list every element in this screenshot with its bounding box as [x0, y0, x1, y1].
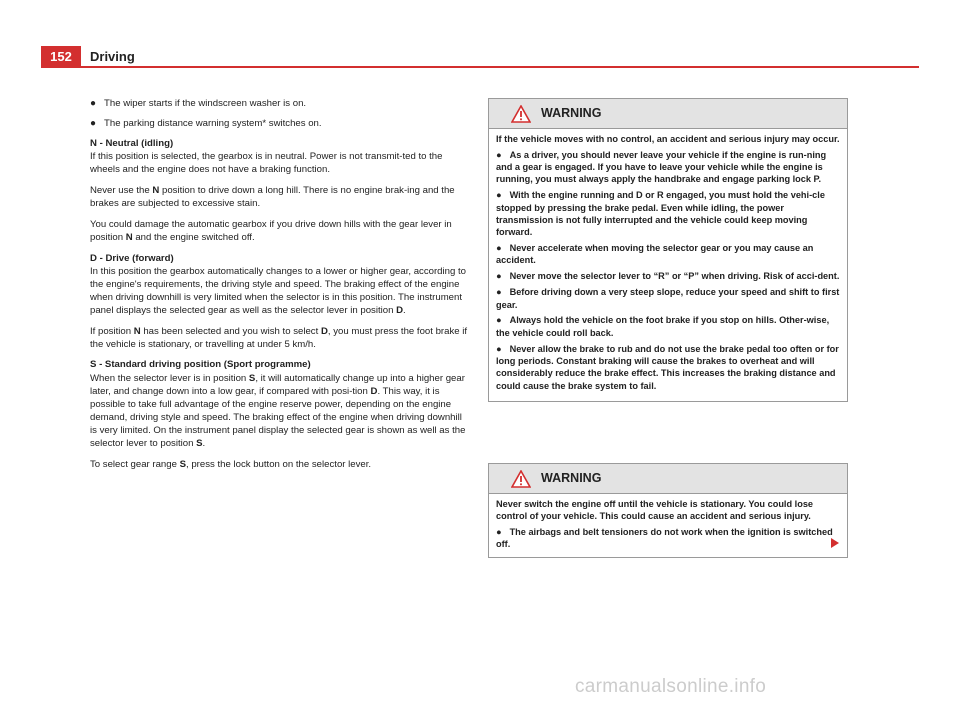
- left-column: [90, 97, 468, 478]
- bullet-icon: ●: [496, 271, 502, 282]
- watermark: carmanualsonline.info: [575, 676, 767, 697]
- list-item: [90, 97, 468, 110]
- heading-neutral: N - Neutral (idling): [90, 138, 174, 150]
- list-item: ● Never allow the brake to rub and do not use the brake pedal too often or for long periods. Constant braking will cause the brakes to overheat and will considerably reduce the brake effect. This increases the braking distance and could cause the brake system to fail.: [496, 343, 839, 391]
- list-item: ● Never move the selector lever to “R” or “P” when driving. Risk of acci-dent.: [496, 271, 840, 282]
- paragraph: You could damage the automatic gearbox if you drive down hills with the gear lever in position N and the engine switched off.: [90, 218, 452, 243]
- warning-header: [489, 464, 847, 494]
- list-item: ● Never accelerate when moving the selector gear or you may cause an accident.: [496, 243, 814, 266]
- list-item: ● With the engine running and D or R engaged, you must hold the vehi-cle stopped by pressing the brake pedal. Even while idling, the power transmission is not fully interrupted and the vehicle could keep moving forward.: [496, 190, 825, 238]
- warning-body: [489, 129, 847, 401]
- bullet-icon: ●: [496, 243, 502, 254]
- warning-triangle-icon: [511, 105, 531, 123]
- paragraph: To select gear range S, press the lock button on the selector lever.: [90, 458, 372, 470]
- bullet-icon: ●: [496, 315, 502, 326]
- paragraph: If this position is selected, the gearbox is in neutral. Power is not transmit-ted to the wheels and the engine does not have a braking function.: [90, 151, 443, 176]
- warning-title: WARNING: [541, 471, 602, 485]
- bullet-icon: ●: [90, 118, 97, 130]
- warning-box-2: [488, 463, 848, 558]
- paragraph: In this position the gearbox automatically changes to a lower or higher gear, according to the engine's requirements, the driving style and speed. The braking effect of the engine when driving downhill is very limited when the selector is in this position. The instrument panel displays the selected gear as well as the selector lever in position D.: [90, 265, 466, 316]
- bullet-icon: ●: [496, 343, 502, 354]
- list-item: ● Always hold the vehicle on the foot brake if you stop on hills. Other-wise, the vehicle could roll back.: [496, 315, 830, 338]
- bullet-icon: ●: [496, 527, 502, 538]
- next-page-arrow-icon: [831, 538, 839, 548]
- header-rule: [81, 66, 919, 68]
- paragraph: Never use the N position to drive down a long hill. There is no engine brak-ing and the brakes are subjected to excessive stain.: [90, 185, 455, 210]
- warning-title: WARNING: [541, 106, 602, 120]
- list-item: ● As a driver, you should never leave your vehicle if the engine is run-ning and a gear is engaged. If you have to leave your vehicle while the engine is running, you must always apply the handbrake and engage parking lock P.: [496, 149, 827, 185]
- page-number: 152: [41, 46, 81, 68]
- list-item: ● The airbags and belt tensioners do not work when the ignition is switched off.: [496, 527, 833, 550]
- list-item-text: The wiper starts if the windscreen washer is on.: [104, 98, 307, 109]
- bullet-icon: ●: [496, 149, 502, 160]
- warning-header: [489, 99, 847, 129]
- bullet-icon: ●: [496, 287, 502, 298]
- paragraph: When the selector lever is in position S, it will automatically change up into a higher gear later, and change down into a low gear, if compared with posi-tion D. This way, it is possible to take full advantage of the engine reserve power, depending on the engine demand, driving style and speed. The braking effect of the engine when driving downhill is very limited. On the instrument panel display the selected gear is shown as well as the selector lever to position S.: [90, 372, 466, 450]
- warning-intro: Never switch the engine off until the vehicle is stationary. You could lose control of your vehicle. This could cause an accident and serious injury.: [496, 499, 814, 522]
- warning-triangle-icon: [511, 470, 531, 488]
- list-item: [90, 117, 468, 130]
- page-header: [0, 0, 960, 70]
- list-item: ● Before driving down a very steep slope, reduce your speed and shift to first gear.: [496, 287, 840, 310]
- paragraph: If position N has been selected and you wish to select D, you must press the foot brake if the vehicle is stationary, or travelling at under 5 km/h.: [90, 325, 468, 350]
- section-title: Driving: [90, 49, 135, 64]
- bullet-icon: ●: [496, 190, 502, 201]
- heading-sport: S - Standard driving position (Sport programme): [90, 359, 311, 371]
- heading-drive: D - Drive (forward): [90, 252, 174, 264]
- warning-body: [489, 494, 847, 560]
- warning-box-1: [488, 98, 848, 402]
- list-item-text: The parking distance warning system* switches on.: [104, 118, 322, 130]
- warning-intro: If the vehicle moves with no control, an accident and serious injury may occur.: [496, 134, 840, 144]
- bullet-icon: ●: [90, 98, 97, 109]
